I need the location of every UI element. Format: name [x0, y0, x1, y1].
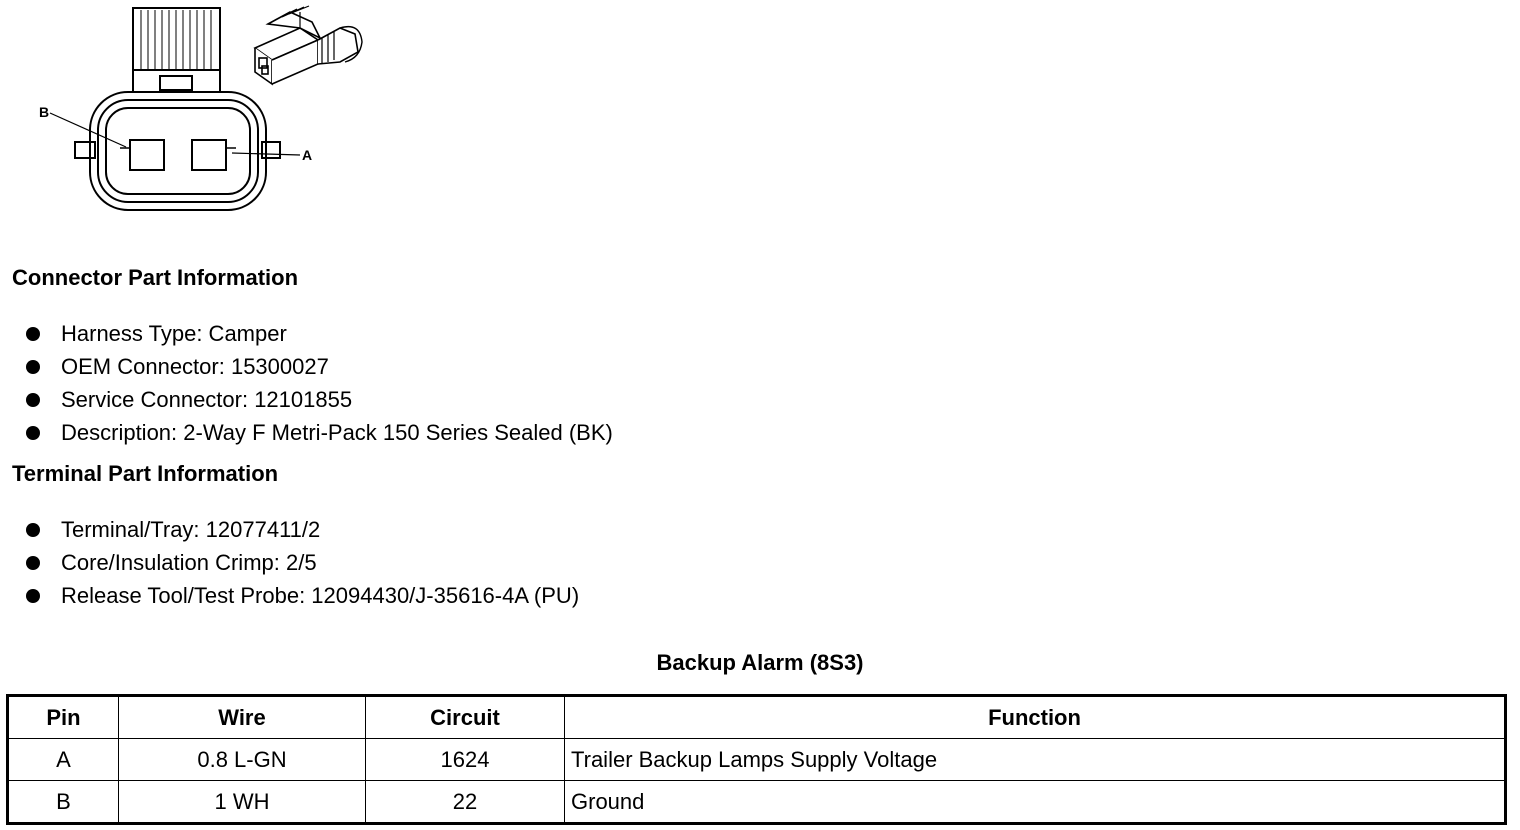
- cavity-b: [130, 140, 164, 170]
- bullet-icon: [26, 556, 40, 570]
- function-cell: Ground: [565, 781, 1506, 824]
- pin-cell: A: [8, 739, 119, 781]
- terminal-part-list: [26, 513, 579, 612]
- function-cell: Trailer Backup Lamps Supply Voltage: [565, 739, 1506, 781]
- list-item: [26, 317, 613, 350]
- connector-body: [90, 92, 266, 210]
- connector-ear-right: [262, 142, 280, 158]
- pin-label-b: B: [39, 104, 50, 120]
- list-item: [26, 383, 613, 416]
- pin-label-a: A: [302, 147, 313, 163]
- pinout-table: [6, 694, 1507, 825]
- terminal-part-information-heading: Terminal Part Information: [12, 461, 279, 486]
- bullet-icon: [26, 523, 40, 537]
- service-connector: Service Connector: 12101855: [61, 386, 353, 412]
- table-row: [8, 739, 1506, 781]
- bullet-icon: [26, 426, 40, 440]
- harness-type: Harness Type: Camper: [61, 320, 287, 346]
- circuit-cell: 1624: [366, 739, 565, 781]
- bullet-icon: [26, 393, 40, 407]
- list-item: [26, 513, 579, 546]
- list-item: [26, 350, 613, 383]
- column-header-pin: Pin: [8, 696, 119, 739]
- column-header-circuit: Circuit: [366, 696, 565, 739]
- table-row: [8, 781, 1506, 824]
- bullet-icon: [26, 589, 40, 603]
- list-item: [26, 416, 613, 449]
- oem-connector: OEM Connector: 15300027: [61, 353, 329, 379]
- wire-cell: 1 WH: [119, 781, 366, 824]
- release-tool-test-probe: Release Tool/Test Probe: 12094430/J-35616-4A (PU): [61, 582, 580, 608]
- connector-part-information-heading: Connector Part Information: [12, 265, 299, 290]
- terminal-tray: Terminal/Tray: 12077411/2: [61, 516, 321, 542]
- connector-description: Description: 2-Way F Metri-Pack 150 Series Sealed (BK): [61, 419, 613, 445]
- core-insulation-crimp: Core/Insulation Crimp: 2/5: [61, 549, 317, 575]
- connector-ear-left: [75, 142, 95, 158]
- wire-cell: 0.8 L-GN: [119, 739, 366, 781]
- bullet-icon: [26, 327, 40, 341]
- list-item: [26, 579, 579, 612]
- connector-isometric-view: [255, 6, 362, 84]
- column-header-function: Function: [565, 696, 1506, 739]
- table-title: Backup Alarm (8S3): [656, 650, 864, 675]
- column-header-wire: Wire: [119, 696, 366, 739]
- connector-part-list: [26, 317, 613, 449]
- list-item: [26, 546, 579, 579]
- connector-latch: [133, 8, 220, 92]
- bullet-icon: [26, 360, 40, 374]
- table-header-row: [8, 696, 1506, 739]
- circuit-cell: 22: [366, 781, 565, 824]
- cavity-a: [192, 140, 226, 170]
- connector-drawing: [0, 0, 380, 225]
- pin-cell: B: [8, 781, 119, 824]
